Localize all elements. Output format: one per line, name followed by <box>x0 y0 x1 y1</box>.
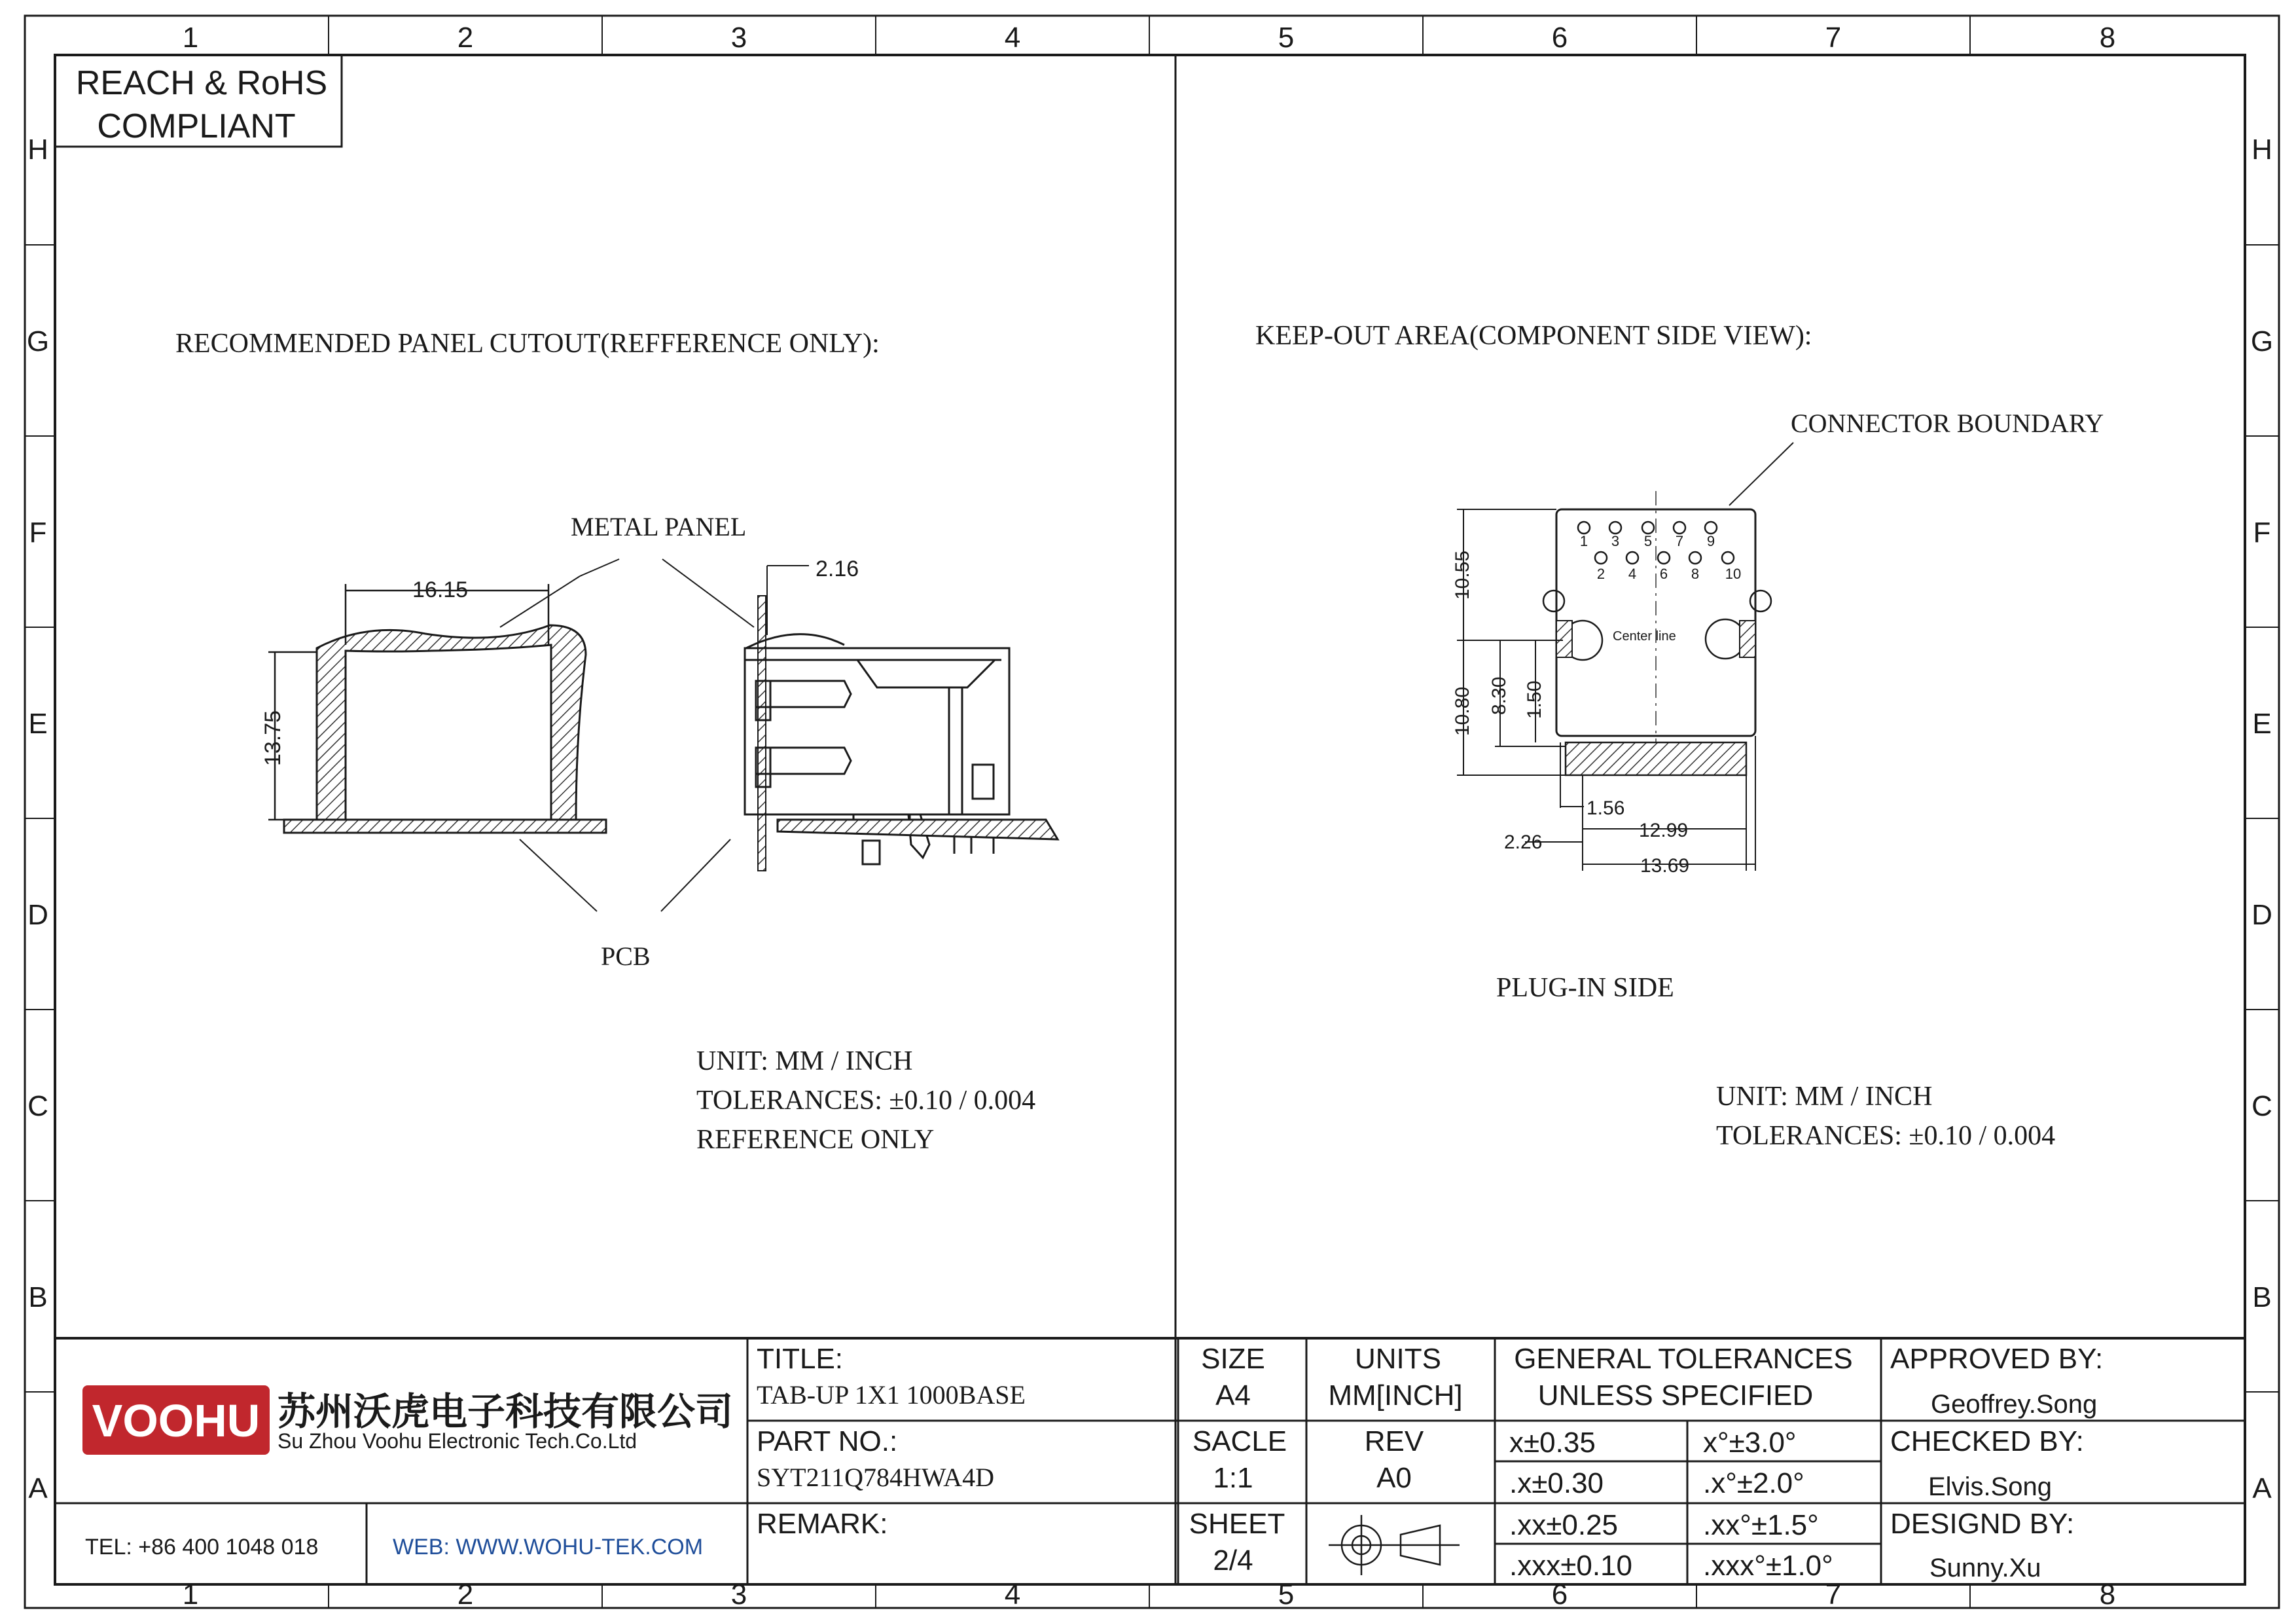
dim-label: 2.26 <box>1504 831 1543 853</box>
right-view-heading: KEEP-OUT AREA(COMPONENT SIDE VIEW): <box>1255 321 1812 351</box>
dim-label: 1.56 <box>1587 797 1625 819</box>
row-label: C <box>2251 1090 2272 1122</box>
pin-number: 1 <box>1579 533 1588 549</box>
pcb-right <box>778 820 1058 839</box>
plug-in-label: PLUG-IN SIDE <box>1496 973 1674 1003</box>
row-label: H <box>2251 134 2272 166</box>
row-label: F <box>29 517 47 549</box>
col-label: 4 <box>1004 22 1021 54</box>
row-label: F <box>2253 517 2271 549</box>
units-value: MM[INCH] <box>1328 1379 1463 1412</box>
metal-panel-label: METAL PANEL <box>571 512 747 541</box>
tol-cell: .xx°±1.5° <box>1703 1509 1819 1541</box>
pin-number: 9 <box>1706 533 1715 549</box>
col-label: 2 <box>457 1578 474 1611</box>
company-name-cn: 苏州沃虎电子科技有限公司 <box>278 1391 734 1433</box>
dim-label: 10.55 <box>1452 550 1473 600</box>
row-label: G <box>2250 325 2274 357</box>
col-label: 4 <box>1004 1578 1021 1611</box>
row-label: H <box>27 134 48 166</box>
col-label: 3 <box>730 1578 747 1611</box>
row-label: D <box>2251 899 2272 931</box>
approved-label: APPROVED BY: <box>1890 1343 2104 1375</box>
sheet-value: 2/4 <box>1213 1544 1253 1577</box>
web-link[interactable]: WEB: WWW.WOHU-TEK.COM <box>393 1535 704 1559</box>
col-label: 5 <box>1278 22 1295 54</box>
remark-label: REMARK: <box>757 1508 888 1540</box>
right-note-1: UNIT: MM / INCH <box>1716 1082 1933 1112</box>
logo-text: VOOHU <box>92 1395 260 1446</box>
scale-label: SACLE <box>1192 1425 1287 1457</box>
pin-number: 3 <box>1611 533 1620 549</box>
dim-label: 13.69 <box>1640 855 1690 877</box>
dim-height-label: 13.75 <box>260 710 285 766</box>
units-label: UNITS <box>1355 1343 1441 1375</box>
checked-label: CHECKED BY: <box>1890 1425 2084 1457</box>
metal-panel <box>758 596 766 871</box>
tol-header-1: GENERAL TOLERANCES <box>1514 1343 1853 1375</box>
row-label: B <box>2252 1281 2272 1313</box>
left-note-2: TOLERANCES: ±0.10 / 0.004 <box>696 1085 1036 1116</box>
pin-number: 4 <box>1628 566 1637 582</box>
title-block <box>55 1338 2245 1584</box>
company-name-en: Su Zhou Voohu Electronic Tech.Co.Ltd <box>278 1429 637 1453</box>
rev-value: A0 <box>1376 1462 1412 1494</box>
approved-value: Geoffrey.Song <box>1931 1390 2098 1419</box>
left-note-3: REFERENCE ONLY <box>696 1125 935 1155</box>
col-label: 6 <box>1551 22 1568 54</box>
col-label: 1 <box>182 22 199 54</box>
tol-cell: .xxx±0.10 <box>1509 1550 1633 1582</box>
boundary-label: CONNECTOR BOUNDARY <box>1791 409 2104 438</box>
compliance-line2: COMPLIANT <box>97 107 296 145</box>
tol-header-2: UNLESS SPECIFIED <box>1537 1379 1814 1412</box>
keepout-pad <box>1740 621 1755 657</box>
pcb-left <box>284 820 606 833</box>
left-note-1: UNIT: MM / INCH <box>696 1046 913 1076</box>
part-label: PART NO.: <box>757 1425 898 1457</box>
tol-cell: x°±3.0° <box>1703 1427 1797 1459</box>
board-locks <box>1543 591 1771 660</box>
size-value: A4 <box>1215 1379 1251 1412</box>
row-label: E <box>2252 708 2272 740</box>
sheet-label: SHEET <box>1189 1508 1285 1540</box>
tol-cell: .x°±2.0° <box>1703 1467 1804 1499</box>
part-value: SYT211Q784HWA4D <box>757 1463 994 1492</box>
panel-cutout-view <box>175 329 1058 1155</box>
title-label: TITLE: <box>757 1343 844 1375</box>
designed-value: Sunny.Xu <box>1929 1554 2041 1582</box>
pin-number: 6 <box>1659 566 1668 582</box>
center-line-label: Center line <box>1613 629 1676 644</box>
row-label: E <box>28 708 48 740</box>
tol-cell: x±0.35 <box>1509 1427 1596 1459</box>
pin-number: 10 <box>1725 566 1742 582</box>
compliance-box <box>55 55 342 147</box>
designed-label: DESIGND BY: <box>1890 1508 2075 1540</box>
col-label: 3 <box>730 22 747 54</box>
tel: TEL: +86 400 1048 018 <box>85 1535 319 1559</box>
tol-cell: .x±0.30 <box>1509 1467 1604 1499</box>
dim-label: 12.99 <box>1639 820 1689 841</box>
pcb-label: PCB <box>601 941 651 971</box>
col-label: 5 <box>1278 1578 1295 1611</box>
col-label: 7 <box>1825 22 1842 54</box>
dim-label: 10.80 <box>1452 686 1473 736</box>
dim-label: 8.30 <box>1488 676 1510 715</box>
row-label: A <box>28 1472 48 1504</box>
keepout-strip <box>1566 742 1746 775</box>
row-label: A <box>2252 1472 2272 1504</box>
company-logo <box>82 1385 270 1455</box>
title-value: TAB-UP 1X1 1000BASE <box>757 1380 1026 1410</box>
dim-width-label: 16.15 <box>412 577 469 602</box>
keepout-pad <box>1556 621 1572 657</box>
projection-symbol-icon <box>1329 1515 1460 1575</box>
right-note-2: TOLERANCES: ±0.10 / 0.004 <box>1716 1121 2056 1151</box>
row-label: G <box>26 325 50 357</box>
pin-number: 8 <box>1691 566 1700 582</box>
col-label: 1 <box>182 1578 199 1611</box>
scale-value: 1:1 <box>1213 1462 1253 1494</box>
col-label: 7 <box>1825 1578 1842 1611</box>
rev-label: REV <box>1364 1425 1424 1457</box>
keepout-view <box>1255 321 2104 1151</box>
pin-number: 2 <box>1596 566 1605 582</box>
pin-number: 5 <box>1643 533 1653 549</box>
checked-value: Elvis.Song <box>1928 1472 2052 1501</box>
row-label: C <box>27 1090 48 1122</box>
left-view-heading: RECOMMENDED PANEL CUTOUT(REFFERENCE ONLY): <box>175 329 880 359</box>
row-label: D <box>27 899 48 931</box>
col-label: 2 <box>457 22 474 54</box>
tol-cell: .xx±0.25 <box>1509 1509 1619 1541</box>
compliance-line1: REACH & RoHS <box>75 64 328 102</box>
pin-number: 7 <box>1675 533 1684 549</box>
dim-label: 1.50 <box>1524 680 1545 719</box>
col-label: 8 <box>2099 22 2116 54</box>
size-label: SIZE <box>1201 1343 1265 1375</box>
dim-panel-label: 2.16 <box>816 556 859 581</box>
row-label: B <box>28 1281 48 1313</box>
col-label: 6 <box>1551 1578 1568 1611</box>
cutout-frame <box>317 625 586 820</box>
tol-cell: .xxx°±1.0° <box>1703 1550 1833 1582</box>
col-label: 8 <box>2099 1578 2116 1611</box>
